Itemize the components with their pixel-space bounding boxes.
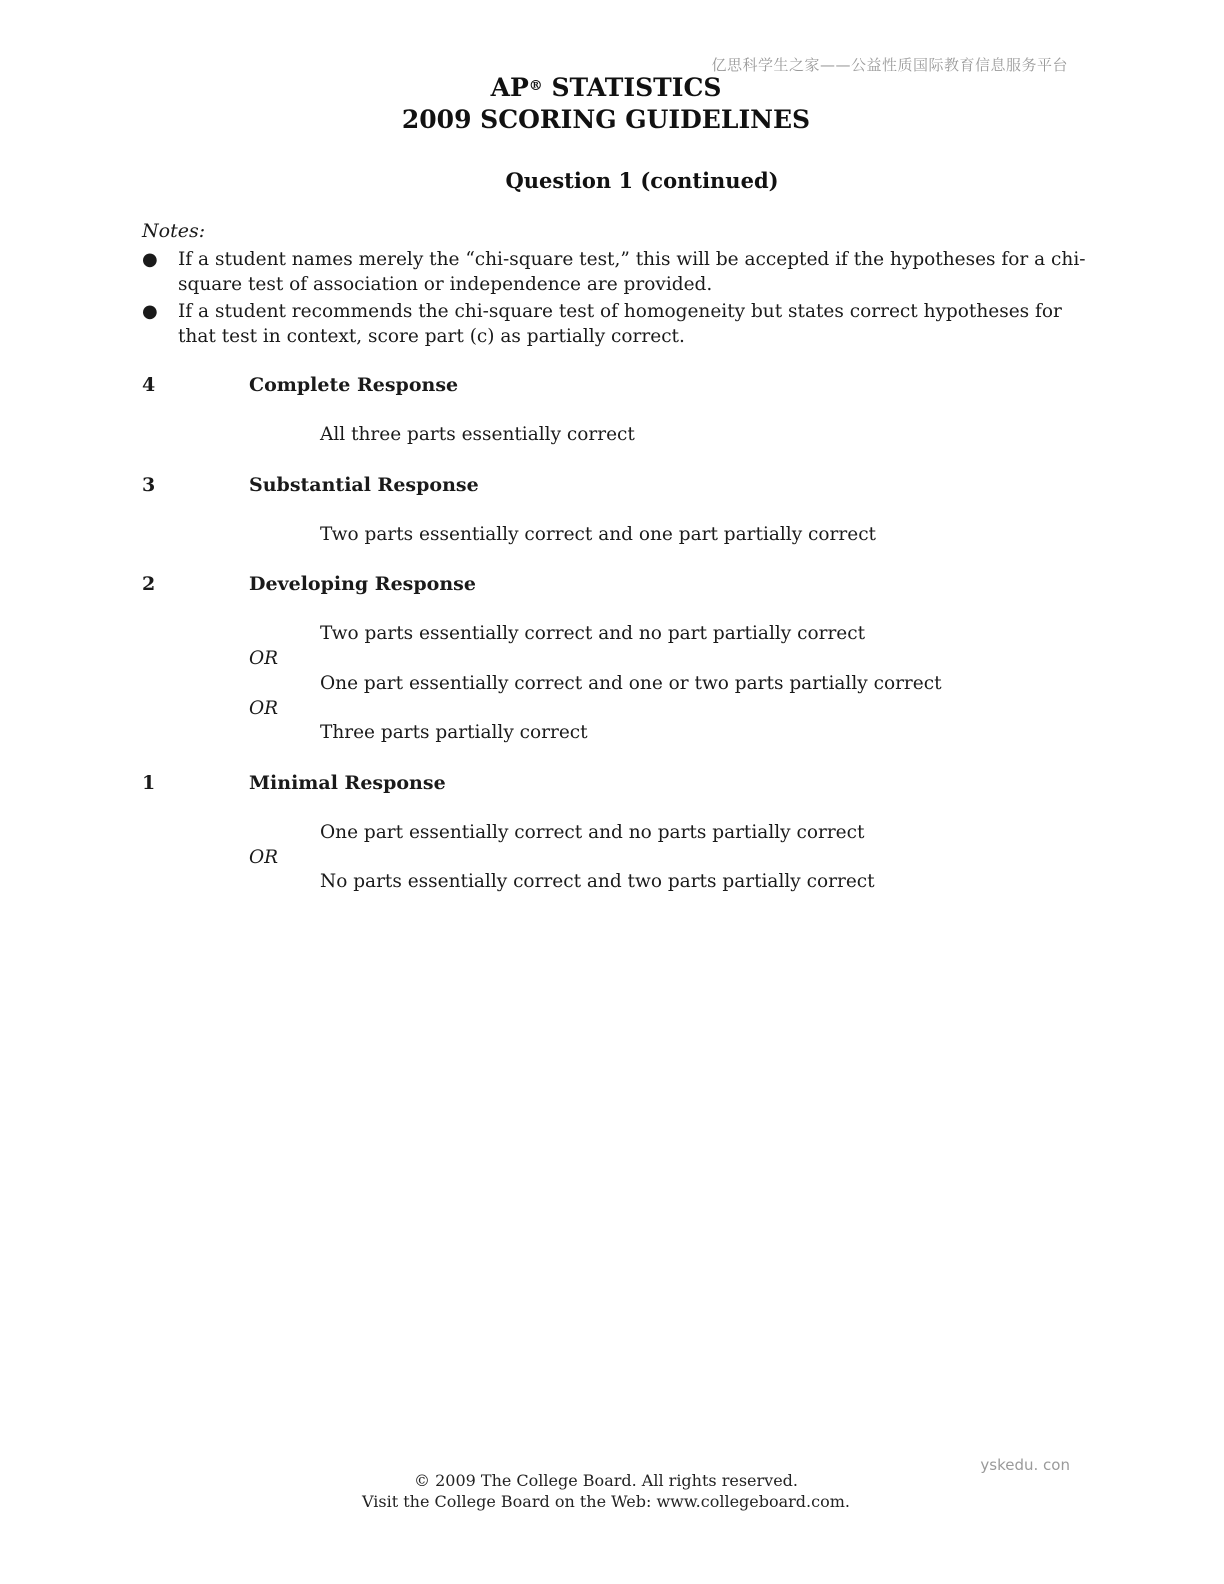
score-title: Substantial Response <box>249 474 479 496</box>
note-item <box>142 299 1102 349</box>
score-criterion: Two parts essentially correct and no part partially correct <box>320 623 866 644</box>
watermark-bottom: yskedu. con <box>980 1456 1070 1474</box>
bullet-icon: ● <box>142 301 158 322</box>
score-criterion: One part essentially correct and no parts partially correct <box>320 822 865 843</box>
note-item <box>142 247 1102 297</box>
header-title <box>0 72 1212 104</box>
header-ap: AP <box>490 73 529 102</box>
copyright-line: © 2009 The College Board. All rights reserved. <box>414 1471 798 1490</box>
score-number: 3 <box>142 474 156 496</box>
footer <box>0 1470 1212 1512</box>
score-number: 2 <box>142 573 156 595</box>
score-title: Complete Response <box>249 374 459 396</box>
or-label: OR <box>249 847 279 868</box>
notes-label: Notes: <box>142 220 206 242</box>
header-subtitle: 2009 SCORING GUIDELINES <box>401 105 811 134</box>
score-number: 4 <box>142 374 156 396</box>
score-title: Minimal Response <box>249 772 446 794</box>
or-label: OR <box>249 648 279 669</box>
score-criterion: Three parts partially correct <box>320 722 588 743</box>
note-text: If a student names merely the “chi-square test,” this will be accepted if the hypotheses for a chi-square test of association or independence are provided. <box>178 249 1086 295</box>
notes-list <box>142 247 1102 351</box>
watermark-top: 亿思科学生之家——公益性质国际教育信息服务平台 <box>711 56 1068 74</box>
score-criterion: Two parts essentially correct and one part partially correct <box>320 524 876 545</box>
question-title: Question 1 (continued) <box>505 168 779 193</box>
bullet-icon: ● <box>142 249 158 270</box>
document-header <box>0 72 1212 136</box>
score-criterion: One part essentially correct and one or two parts partially correct <box>320 673 942 694</box>
note-text: If a student recommends the chi-square test of homogeneity but states correct hypotheses for that test in context, score part (c) as partially correct. <box>178 301 1062 347</box>
score-criterion: All three parts essentially correct <box>320 424 635 445</box>
score-criterion: No parts essentially correct and two parts partially correct <box>320 871 875 892</box>
score-number: 1 <box>142 772 156 794</box>
header-subject: STATISTICS <box>542 73 722 102</box>
registered-mark: ® <box>528 78 543 94</box>
website-line: Visit the College Board on the Web: www.collegeboard.com. <box>362 1492 850 1511</box>
score-title: Developing Response <box>249 573 476 595</box>
or-label: OR <box>249 698 279 719</box>
